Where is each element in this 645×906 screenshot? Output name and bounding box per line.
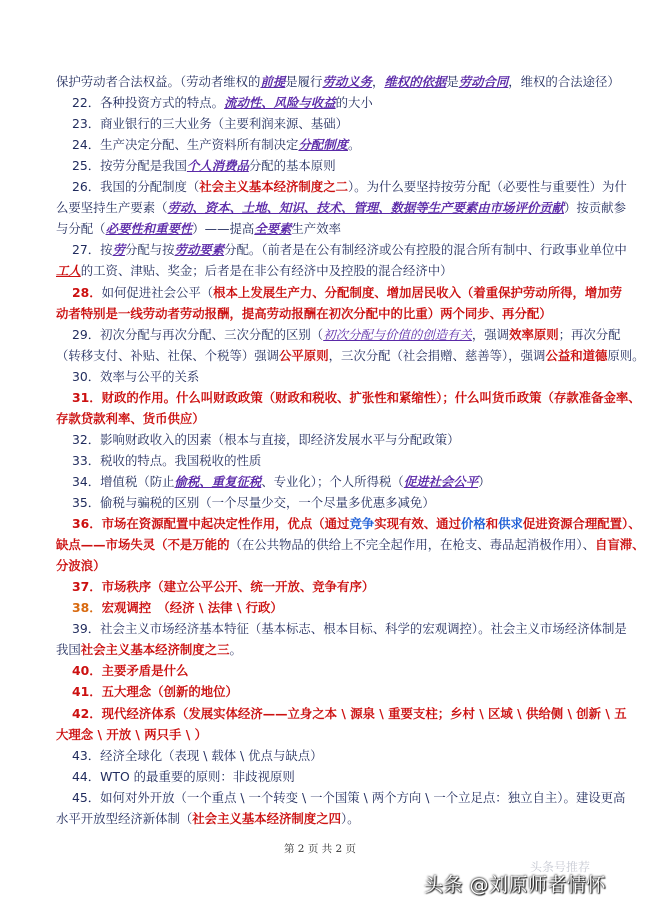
text-segment: ）。为什么要坚持按劳分配（必要性与重要性）为什 [347,179,627,195]
text-segment: 前提 [260,74,286,89]
text-segment: ）。 [340,810,360,826]
text-segment: 23．商业银行的三大业务（主要利润来源、基础） [72,116,348,132]
text-line [72,431,631,449]
text-segment: 劳动合同 [458,74,509,89]
text-segment: 39．社会主义市场经济基本特征（基本标志、根本目标、科学的宏观调控）。社会主义市场经济体制是 [72,621,627,637]
text-segment: ，维权的合法途径） [508,74,620,89]
text-line [56,536,645,554]
text-segment: 26．我国的分配制度（ [72,179,200,195]
text-segment: 大理念 \ 开放 \ 两只手 \ ） [56,726,207,742]
text-segment: 社会主义基本经济制度之二 [199,179,348,195]
text-line [72,178,631,196]
text-segment: 效率原则 [509,326,559,342]
text-segment: 35．偷税与骗税的区别（一个尽量少交，一个尽量多优惠多减免） [72,495,435,510]
text-segment: 缺点——市场失灵（不是万能的 [56,537,230,553]
text-segment: 29．初次分配与再次分配、三次分配的区别（ [72,326,324,342]
text-line [72,94,631,112]
text-segment: 42．现代经济体系（发展实体经济——立身之本 \ 源泉 \ 重要支柱；乡村 \ 区域 \ 供给侧 \ 创新 \ 五 [72,705,627,721]
text-segment: 22．各种投资方式的特点。 [72,95,225,111]
text-line [72,683,631,701]
text-line [56,305,631,323]
text-line [72,747,631,765]
text-line [72,620,631,638]
text-segment: 38． [72,600,102,616]
text-line [72,284,631,302]
text-segment: 41．五大理念（创新的地位） [72,684,238,700]
text-line [72,473,631,491]
text-line [56,557,631,575]
text-segment: ；再次分配 [558,326,621,342]
text-segment: 如何促进社会公平（ [101,284,214,300]
text-segment: 28． [72,284,102,300]
text-line [72,389,641,407]
text-segment: 43．经济全球化（表现 \ 载体 \ 优点与缺点） [72,747,323,763]
text-segment: 和 [485,516,499,532]
text-segment: 分波浪） [56,558,106,574]
text-line [72,115,631,133]
text-segment: 是履行 [285,74,323,89]
text-segment: ）——提高 [192,221,255,237]
text-segment: ， [371,74,385,89]
text-line [72,515,641,533]
text-segment: ，三次分配（社会捐赠、慈善等），强调 [328,347,546,363]
text-segment: 36．市场在资源配置中起决定性作用，优点（通过 [72,516,350,532]
text-line [56,347,645,365]
text-segment: 生产效率 [291,221,341,237]
text-segment: 必要性和重要性 [105,221,193,237]
text-segment: 原则。 [607,347,645,363]
text-segment: 劳 [112,242,125,258]
text-line [56,73,631,91]
text-line [72,494,631,512]
text-segment: 。 [347,137,361,153]
text-line [56,641,631,659]
text-segment: 动者特别是一线劳动者劳动报酬，提高劳动报酬在初次分配中的比重）两个同步、再分配） [56,305,552,321]
text-segment: 竞争 [349,516,375,532]
text-segment: 37．市场秩序（建立公平公开、统一开放、竞争有序） [72,579,375,595]
text-line [72,241,631,259]
text-line [72,157,631,175]
text-segment: 公平原则 [279,347,329,363]
text-segment: 存款贷款利率、货币供应） [56,410,205,426]
text-line [72,578,631,596]
text-segment: 水平开放型经济新体制（ [56,810,193,826]
text-segment: 34．增值税（防止 [72,473,175,489]
text-segment: 根本上发展生产力、分配制度、增加居民收入（着重保护劳动所得，增加劳 [213,284,623,300]
text-segment: 、专业化）；个人所得税（ [261,473,404,489]
text-segment: 劳动要素 [174,242,225,258]
text-segment: 劳动、资本、土地、知识、技术、管理、数据等生产要素由市场评价贡献 [167,200,565,216]
text-segment: 40．主要矛盾是什么 [72,663,189,679]
text-segment: 实现有效、通过 [374,516,461,532]
text-line [72,789,631,807]
text-segment: 个人消费品 [186,158,249,174]
text-segment: 初次分配与价值的创造有关 [323,326,472,342]
text-line [72,705,631,723]
text-segment: 流动性、风险与收益 [224,95,336,111]
text-segment: 偷税、重复征税 [174,473,262,489]
text-segment: 分配。（前者是在公有制经济或公有控股的混合所有制中、行政事业单位中 [224,242,627,258]
page-footer: 第 2 页 共 2 页 [283,843,357,855]
text-line [56,726,631,744]
faint-watermark: 头条号推荐 [530,860,591,874]
text-segment: ，强调 [471,326,510,342]
text-segment: 促进资源合理配置）、 [522,516,641,532]
text-line [72,662,631,680]
text-segment: 公益和道德 [545,347,608,363]
text-segment: 31．财政的作用。什么叫财政政策（财政和税收、扩张性和紧缩性）；什么叫货币政策（存款准备金率、 [72,389,641,405]
text-segment: 是 [446,74,459,89]
text-segment: ） [478,473,491,489]
text-line [72,136,631,154]
text-line [72,326,631,344]
text-segment: （转移支付、补贴、社保、个税等）强调 [56,347,280,363]
text-segment: 全要素 [254,221,292,237]
text-segment: 25．按劳分配是我国 [72,158,187,174]
text-line [56,410,631,428]
text-segment: 与分配（ [56,221,106,237]
text-segment: （在公共物品的供给上不完全起作用，在枪支、毒品起消极作用）、 [229,537,595,553]
text-segment: ）按贡献参 [564,200,626,216]
text-segment: 维权的依据 [384,74,447,89]
text-segment: 。 [229,642,242,658]
text-line [56,220,631,238]
text-segment: 33．税收的特点。我国税收的性质 [72,452,262,468]
text-segment: 分配与按 [124,242,175,258]
text-segment: 促进社会公平 [403,473,479,489]
text-segment: 价格 [460,516,486,532]
text-line [72,599,631,617]
text-segment: 分配的基本原则 [248,158,336,174]
text-segment: 劳动义务 [322,74,372,89]
text-segment: 30．效率与公平的关系 [72,368,200,384]
text-segment: （经济 \ 法律 \ 行政） [151,600,283,616]
text-segment: 我国 [56,642,81,658]
text-segment: 社会主义基本经济制度之四 [192,810,341,826]
text-segment: 45．如何对外开放（一个重点 \ 一个转变 \ 一个国策 \ 两个方向 \ 一个立足点：独立自主）。建设更高 [72,789,626,805]
text-segment: 么要坚持生产要素（ [56,200,168,216]
text-line [72,368,631,386]
text-segment: 分配制度 [298,137,348,153]
text-segment: 宏观调控 [101,600,152,616]
text-segment: 32．影响财政收入的因素（根本与直接，即经济发展水平与分配政策） [72,431,460,447]
text-segment: 的大小 [335,95,373,111]
text-line [56,262,631,280]
text-segment: 44．WTO 的最重要的原则：非歧视原则 [72,768,295,784]
text-segment: 保护劳动者合法权益。（劳动者维权的 [56,74,261,89]
text-segment: 24．生产决定分配、生产资料所有制决定 [72,137,299,153]
text-segment: 社会主义基本经济制度之三 [80,642,230,658]
text-line [56,810,631,828]
text-line [72,452,631,470]
text-segment: 工人 [56,263,81,279]
text-segment: 供求 [498,516,523,532]
source-watermark: 头条 @刘原师者情怀 [424,874,607,896]
text-line [72,768,631,786]
text-segment: 自盲滞、 [595,537,645,553]
text-line [56,199,631,217]
text-segment: 的工资、津贴、奖金；后者是在非公有经济中及控股的混合经济中） [80,263,453,279]
text-segment: 27．按 [72,242,113,258]
